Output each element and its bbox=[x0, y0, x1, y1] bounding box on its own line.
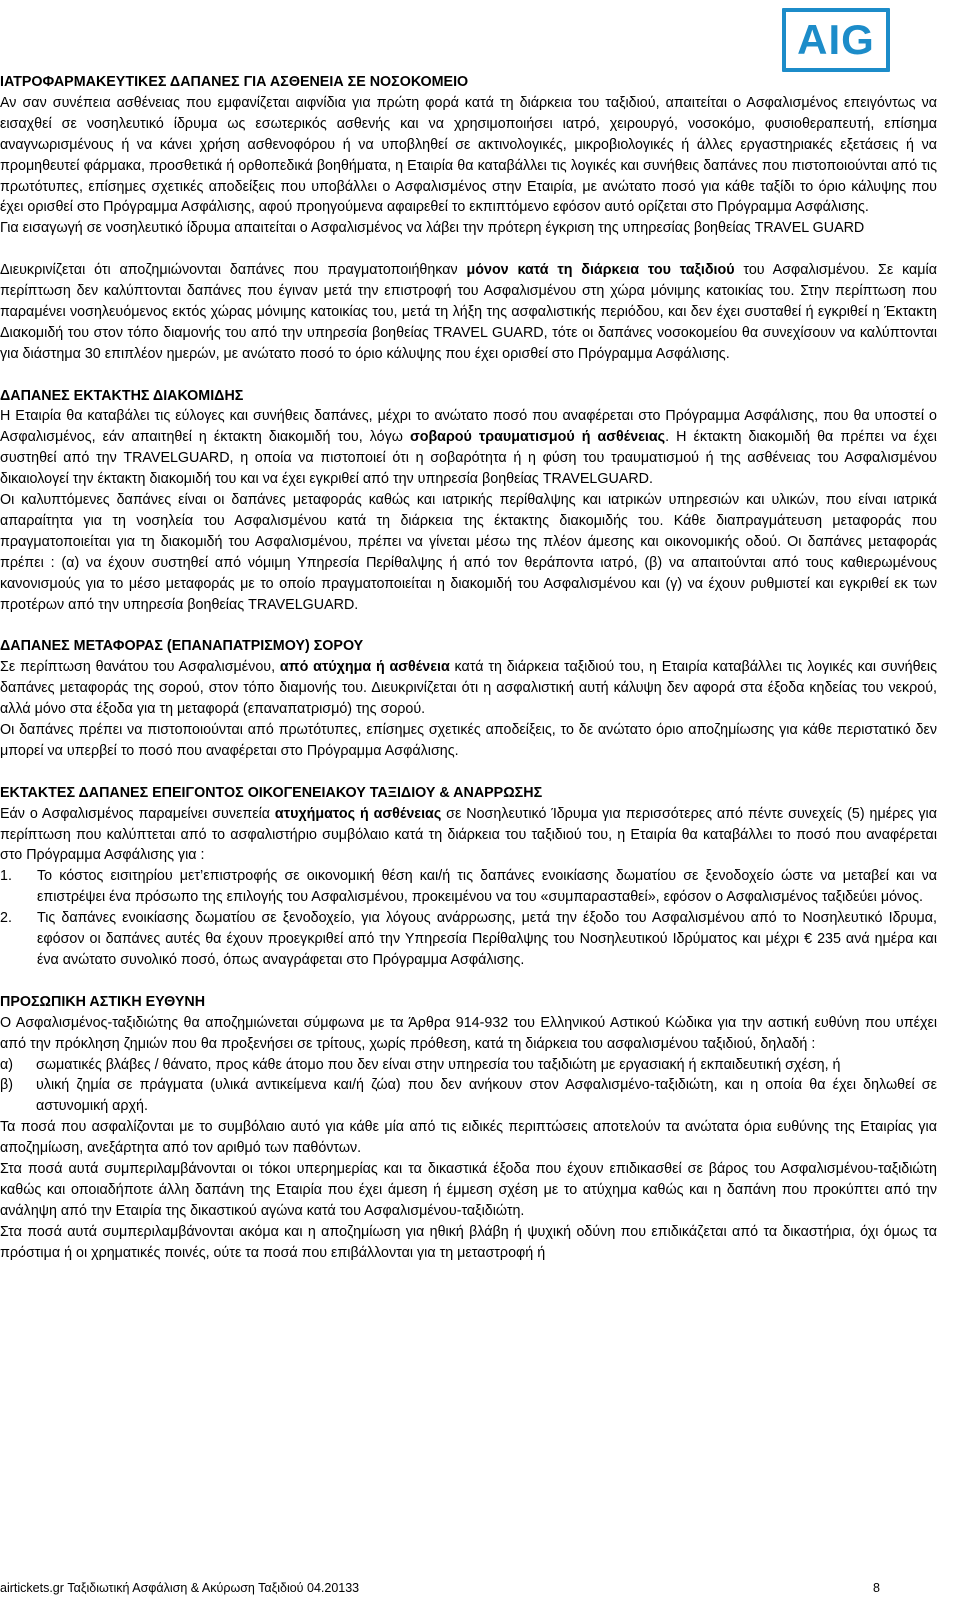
paragraph bbox=[0, 260, 937, 365]
list-item-number: 1. bbox=[0, 868, 12, 885]
aig-logo bbox=[782, 8, 890, 72]
section-title-medical-expenses: ΙΑΤΡΟΦΑΡΜΑΚΕΥΤΙΚΕΣ ΔΑΠΑΝΕΣ ΓΙΑ ΑΣΘΕΝΕΙΑ ΣΕ ΝΟΣΟΚΟΜΕΙΟ bbox=[0, 74, 469, 90]
list-item-text: υλική ζημία σε πράγματα (υλικά αντικείμενα και/ή ζώα) που δεν ανήκουν στον Ασφαλισμένο-ταξιδιώτη, και η οποία θα έχει δηλωθεί σε αστυνομική αρχή. bbox=[36, 1077, 937, 1115]
page-number: 8 bbox=[873, 1581, 880, 1595]
bold-text-run: ατυχήματος ή ασθένειας bbox=[274, 805, 442, 822]
list-item-text: Τις δαπάνες ενοικίασης δωματίου σε ξενοδοχείο, για λόγους ανάρρωσης, μετά την έξοδο του Ασφαλισμένου από το Νοσηλευτικό Ιδρυμα, εφόσον οι δαπάνες αυτές θα έχουν προεγκριθεί από την Υπηρεσία Περίθαλψης του Νοσηλευτικού Ιδρύματος και μέχρι € 235 ανά ημέρα και ένα ανώτατο συνολικό ποσό, όπως αναγράφεται στο Πρόγραμμα Ασφάλισης. bbox=[37, 910, 937, 968]
text-run: Διευκρινίζεται ότι αποζημιώνονται δαπάνες που πραγματοποιήθηκαν bbox=[0, 262, 467, 279]
paragraph: Ο Ασφαλισμένος-ταξιδιώτης θα αποζημιώνεται σύμφωνα με τα Άρθρα 914-932 του Ελληνικού Αστικού Κώδικα για την αστική ευθύνη που υπέχει από την πρόκληση ζημιών που θα προξενήσει σε τρίτους, χωρίς πρόθεση, κατά τη διάρκεια του ασφαλισμένου ταξιδιού, δηλαδή : bbox=[0, 1014, 937, 1052]
text-run: Σε περίπτωση θανάτου του Ασφαλισμένου, bbox=[0, 659, 280, 676]
document-body bbox=[0, 72, 937, 1264]
bold-text-run: σοβαρού τραυματισμού ή ασθένειας bbox=[409, 429, 666, 446]
text-run: . Η έκτακτη διακομιδή θα πρέπει να έχει συστηθεί από την TRAVELGUARD, η οποία να πιστοποιεί ότι η σοβαρότητα ή η φύση του τραυματισμού ή της ασθένειας του Ασφαλισμένου δικαιολογεί την έκτακτη διακομιδή του και να έχει εγκριθεί από την υπηρεσία βοηθείας TRAVELGUARD. bbox=[0, 429, 937, 488]
list-item-text: σωματικές βλάβες / θάνατο, προς κάθε άτομο που δεν είναι στην υπηρεσία του ταξιδιώτη με εργασιακή ή εκπαιδευτική σχέση, ή bbox=[36, 1056, 841, 1073]
paragraph: Στα ποσά αυτά συμπεριλαμβάνονται οι τόκοι υπερημερίας και τα δικαστικά έξοδα που έχουν επιδικασθεί σε βάρος του Ασφαλισμένου-ταξιδιώτη καθώς και οποιαδήποτε άλλη δαπάνη της Εταιρία που έχει άμεση ή έμμεση σχέση με το ατύχημα καθώς και η δαπάνη που προκύπτει από την ανάληψη από την Εταιρία της δικαστικού αγώνα κατά του Ασφαλισμένου-ταξιδιώτη. bbox=[0, 1161, 937, 1219]
list-item bbox=[0, 908, 937, 971]
list-item-label: α) bbox=[0, 1056, 14, 1073]
section-title-civil-liability: ΠΡΟΣΩΠΙΚΗ ΑΣΤΙΚΗ ΕΥΘΥΝΗ bbox=[0, 993, 206, 1010]
bold-text-run: μόνον κατά τη διάρκεια του ταξιδιού bbox=[466, 262, 735, 279]
text-run: Η Εταιρία θα καταβάλει τις εύλογες και συνήθεις δαπάνες, μέχρι το ανώτατο ποσό που αναφέρεται στο Πρόγραμμα Ασφάλισης, που θα υποστεί ο Ασφαλισμένος, εάν απαιτηθεί η έκτακτη διακομιδή του, λόγω bbox=[0, 408, 937, 446]
list-item-text: Το κόστος εισιτηρίου μετ’επιστροφής σε οικονομική θέση και/ή τις δαπάνες ενοικίασης δωματίου σε ξενοδοχείο ώστε να μεταβεί και να επιστρέψει ένα πρόσωπο της επιλογής του Ασφαλισμένου, προκειμένου να του «συμπαρασταθεί», εφόσον ο Ασφαλισμένος ταξιδεύει μόνος. bbox=[37, 868, 937, 906]
text-run: του Ασφαλισμένου. Σε καμία περίπτωση δεν καλύπτονται δαπάνες που έγιναν μετά την επιστροφή του Ασφαλισμένου στη χώρα μόνιμης κατοικίας του. Στην περίπτωση που παραμένει νοσηλευόμενος εκτός χώρας μόνιμης κατοικίας του, μετά τη λήξη της ασφαλιστικής περιόδου, και δεν έχει συσταθεί ή εγκριθεί η Έκτακτη Διακομιδή του στον τόπο διαμονής του από την υπηρεσία βοηθείας TRAVEL GUARD, τότε οι δαπάνες νοσοκομείου θα συνεχίσουν να καλύπτονται για διάστημα 30 επιπλέον ημερών, με ανώτατο ποσό το όριο κάλυψης που έχει ορισθεί στο Πρόγραμμα Ασφάλισης. bbox=[0, 262, 937, 362]
list-item-number: 2. bbox=[0, 910, 12, 927]
footer-text: airtickets.gr Ταξιδιωτική Ασφάλιση & Ακύρωση Ταξιδιού 04.20133 bbox=[0, 1581, 360, 1595]
section-title-emergency-evacuation: ΔΑΠΑΝΕΣ ΕΚΤΑΚΤΗΣ ΔΙΑΚΟΜΙΔΗΣ bbox=[0, 387, 244, 404]
aig-logo-text: AIG bbox=[797, 16, 875, 63]
list-item bbox=[0, 1055, 937, 1076]
paragraph bbox=[0, 406, 937, 490]
page-footer bbox=[0, 1580, 880, 1596]
text-run: Εάν ο Ασφαλισμένος παραμείνει συνεπεία bbox=[0, 805, 275, 822]
list-item-label: β) bbox=[0, 1077, 13, 1094]
paragraph: Οι δαπάνες πρέπει να πιστοποιούνται από πρωτότυπες, επίσημες σχετικές αποδείξεις, το δε ανώτατο όριο αποζημίωσης για κάθε περιστατικό δεν μπορεί να υπερβεί το ποσό που αναφέρεται στο Πρόγραμμα Ασφάλισης. bbox=[0, 722, 937, 759]
list-item bbox=[0, 866, 937, 908]
bold-text-run: από ατύχημα ή ασθένεια bbox=[279, 659, 450, 676]
paragraph: Στα ποσά αυτά συμπεριλαμβάνονται ακόμα και η αποζημίωση για ηθική βλάβη ή ψυχική οδύνη που επιδικάζεται από τα δικαστήρια, όχι όμως τα πρόστιμα ή οι χρηματικές ποινές, ούτε τα ποσά που επιβάλλονται για τη μεταστροφή ή bbox=[0, 1223, 937, 1261]
paragraph: Για εισαγωγή σε νοσηλευτικό ίδρυμα απαιτείται ο Ασφαλισμένος να λάβει την πρότερη έγκριση της υπηρεσίας βοηθείας TRAVEL GUARD bbox=[0, 220, 865, 237]
text-run: σε Νοσηλευτικό Ίδρυμα για περισσότερες από πέντε συνεχείς (5) ημέρες για περίπτωση που καλύπτεται από το ασφαλιστήριο συμβόλαιο κατά τη διάρκεια του ταξιδιού του, η Εταιρία θα καταβάλλει το ποσό που αναφέρεται στο Πρόγραμμα Ασφάλισης για : bbox=[0, 805, 937, 864]
paragraph bbox=[0, 657, 937, 720]
list-item bbox=[0, 1075, 937, 1117]
paragraph bbox=[0, 804, 937, 867]
section-title-repatriation: ΔΑΠΑΝΕΣ ΜΕΤΑΦΟΡΑΣ (ΕΠΑΝΑΠΑΤΡΙΣΜΟΥ) ΣΟΡΟΥ bbox=[0, 638, 364, 655]
text-run: κατά τη διάρκεια ταξιδιού του, η Εταιρία καταβάλλει τις λογικές και συνήθεις δαπάνες μεταφοράς της σορού, στον τόπο διαμονής του. Διευκρινίζεται ότι η ασφαλιστική αυτή κάλυψη δεν αφορά στα έξοδα κηδείας του νεκρού, αλλά μόνο στα έξοδα για τη μεταφορά (επαναπατρισμό) της σορού. bbox=[0, 659, 937, 718]
paragraph: Αν σαν συνέπεια ασθένειας που εμφανίζεται αιφνίδια για πρώτη φορά κατά τη διάρκεια του ταξιδιού, απαιτείται ο Ασφαλισμένος επειγόντως να εισαχθεί σε νοσηλευτικό ίδρυμα ως εσωτερικός ασθενής και να χρησιμοποιήσει ιατρό, χειρουργό, νοσοκόμο, φυσιοθεραπευτή, επίσημα αναγνωρισμένους ή να κάνει χρήση ασθενοφόρου ή να υποβληθεί σε ακτινολογικές, μικροβιολογικές ή άλλες εργαστηριακές εξετάσεις ή να προμηθευτεί φάρμακα, προσθετικά ή ορθοπεδικά βοηθήματα, η Εταιρία θα καταβάλλει τις λογικές και συνήθεις δαπάνες που πιστοποιούνται από τις πρωτότυπες, επίσημες σχετικές αποδείξεις που υποβάλλει ο Ασφαλισμένος στην Εταιρία, με ανώτατο ποσό για κάθε ταξίδι το όριο κάλυψης που έχει ορισθεί στο Πρόγραμμα Ασφάλισης, αφού προηγούμενα αφαιρεθεί το εκπιπτόμενο εφόσον αυτό ορίζεται στο Πρόγραμμα Ασφάλισης. bbox=[0, 94, 937, 216]
paragraph: Τα ποσά που ασφαλίζονται με το συμβόλαιο αυτό για κάθε μία από τις ειδικές περιπτώσεις αποτελούν τα ανώτατα όρια ευθύνης της Εταιρίας για αποζημίωση, ανεξάρτητα από τον αριθμό των παθόντων. bbox=[0, 1119, 937, 1157]
paragraph: Οι καλυπτόμενες δαπάνες είναι οι δαπάνες μεταφοράς καθώς και ιατρικής περίθαλψης και ιατρικών υπηρεσιών και υλικών, που είναι ιατρικά απαραίτητα για τη νοσηλεία του Ασφαλισμένου κατά τη διάρκεια της έκτακτης διακομιδής του. Κάθε διαπραγμάτευση μεταφοράς που πραγματοποιείται για τη διακομιδή του Ασφαλισμένου, πρέπει να γίνεται μέσω της πλέον άμεσης και οικονομικής οδού. Οι δαπάνες μεταφοράς πρέπει : (α) να έχουν συστηθεί από νόμιμη Υπηρεσία Περίθαλψης ή από τον θεράποντα ιατρό, (β) να απαιτούνται από τους καθιερωμένους κανονισμούς για το μέσο μεταφοράς με το οποίο πραγματοποιείται η διακομιδή του Ασφαλισμένου και (γ) να έχουν ρυθμιστεί και εγκριθεί εκ των προτέρων από την υπηρεσία βοηθείας TRAVELGUARD. bbox=[0, 492, 937, 613]
section-title-family-travel: ΕΚΤΑΚΤΕΣ ΔΑΠΑΝΕΣ ΕΠΕΙΓΟΝΤΟΣ ΟΙΚΟΓΕΝΕΙΑΚΟΥ ΤΑΞΙΔΙΟΥ & ΑΝΑΡΡΩΣΗΣ bbox=[0, 784, 543, 801]
